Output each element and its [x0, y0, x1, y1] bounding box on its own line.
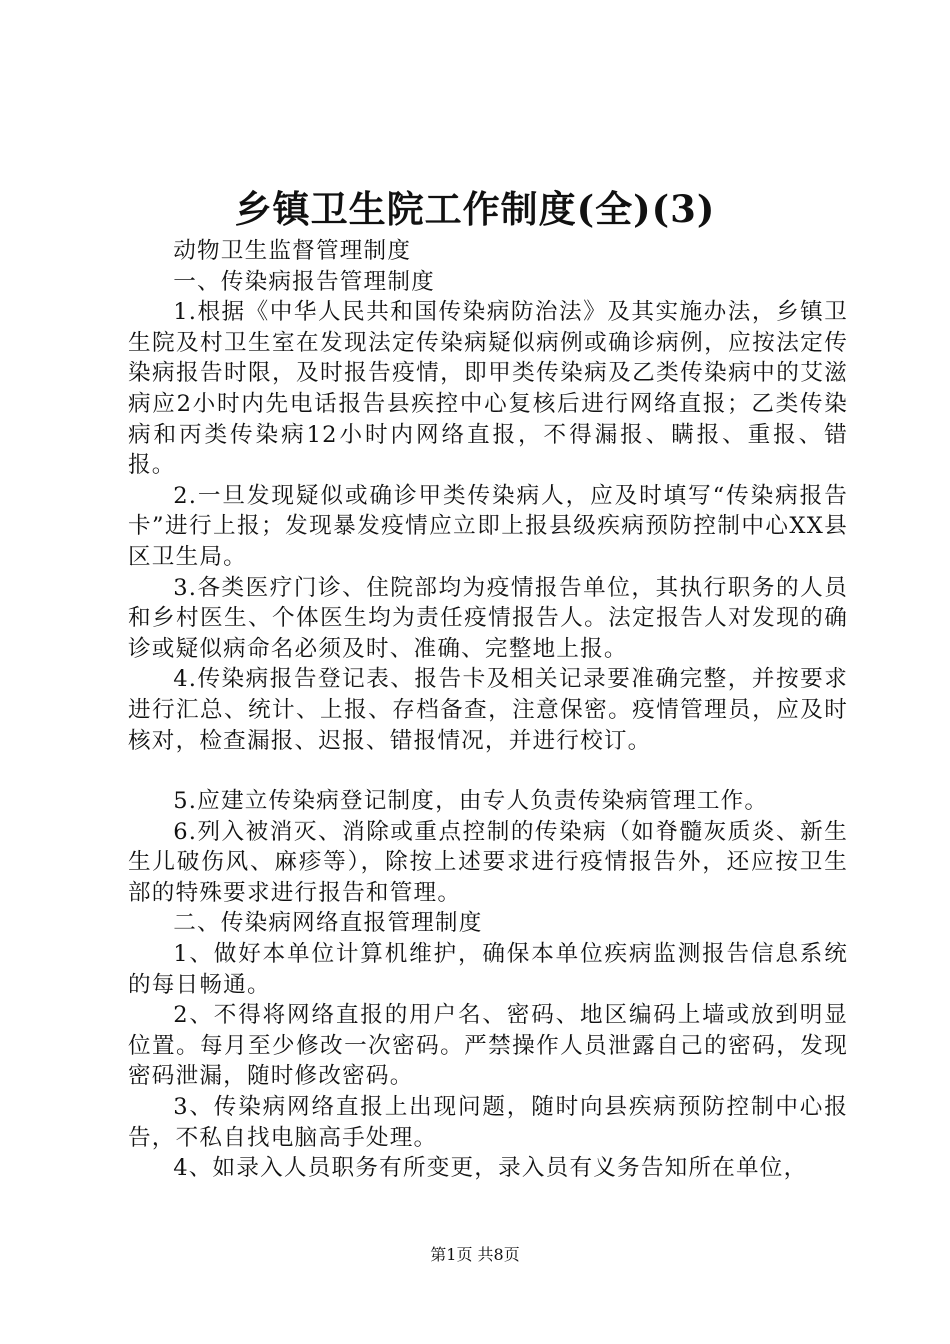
section-heading-2: 二、传染病网络直报管理制度 [173, 910, 483, 937]
paragraph-item: 6.列入被消灭、消除或重点控制的传染病（如脊髓灰质炎、新生生儿破伤风、麻疹等），除按上述要求进行疫情报告外，还应按卫生部的特殊要求进行报告和管理。 [128, 818, 848, 906]
section-heading-1: 一、传染病报告管理制度 [173, 268, 435, 295]
page-number-footer: 第1页 共8页 [430, 1245, 520, 1264]
paragraph-item: 1、做好本单位计算机维护，确保本单位疾病监测报告信息系统的每日畅通。 [128, 941, 848, 998]
paragraph-item: 4、如录入人员职务有所变更，录入员有义务告知所在单位， [173, 1155, 808, 1182]
document-title: 乡镇卫生院工作制度(全)(3) [234, 187, 716, 231]
paragraph-item: 3、传染病网络直报上出现问题，随时向县疾病预防控制中心报告，不私自找电脑高手处理。 [128, 1094, 848, 1151]
paragraph-item: 3.各类医疗门诊、住院部均为疫情报告单位，其执行职务的人员和乡村医生、个体医生均为责任疫情报告人。法定报告人对发现的确诊或疑似病命名必须及时、准确、完整地上报。 [128, 574, 848, 662]
paragraph-item: 1.根据《中华人民共和国传染病防治法》及其实施办法，乡镇卫生院及村卫生室在发现法定传染病疑似病例或确诊病例，应按法定传染病报告时限，及时报告疫情，即甲类传染病及乙类传染病中的艾滋病应2小时内先电话报告县疾控中心复核后进行网络直报；乙类传染病和丙类传染病12小时内网络直报，不得漏报、瞒报、重报、错报。 [128, 299, 848, 479]
paragraph-item: 5.应建立传染病登记制度，由专人负责传染病管理工作。 [173, 788, 769, 815]
paragraph-item: 2.一旦发现疑似或确诊甲类传染病人，应及时填写“传染病报告卡”进行上报；发现暴发疫情应立即上报县级疾病预防控制中心XX县区卫生局。 [128, 482, 848, 570]
document-body [128, 236, 848, 1184]
paragraph-item: 4.传染病报告登记表、报告卡及相关记录要准确完整，并按要求进行汇总、统计、上报、存档备查，注意保密。疫情管理员，应及时核对，检查漏报、迟报、错报情况，并进行校订。 [128, 666, 848, 754]
paragraph-item: 2、不得将网络直报的用户名、密码、地区编码上墙或放到明显位置。每月至少修改一次密码。严禁操作人员泄露自己的密码，发现密码泄漏，随时修改密码。 [128, 1002, 848, 1090]
paragraph-subheading: 动物卫生监督管理制度 [173, 238, 412, 264]
